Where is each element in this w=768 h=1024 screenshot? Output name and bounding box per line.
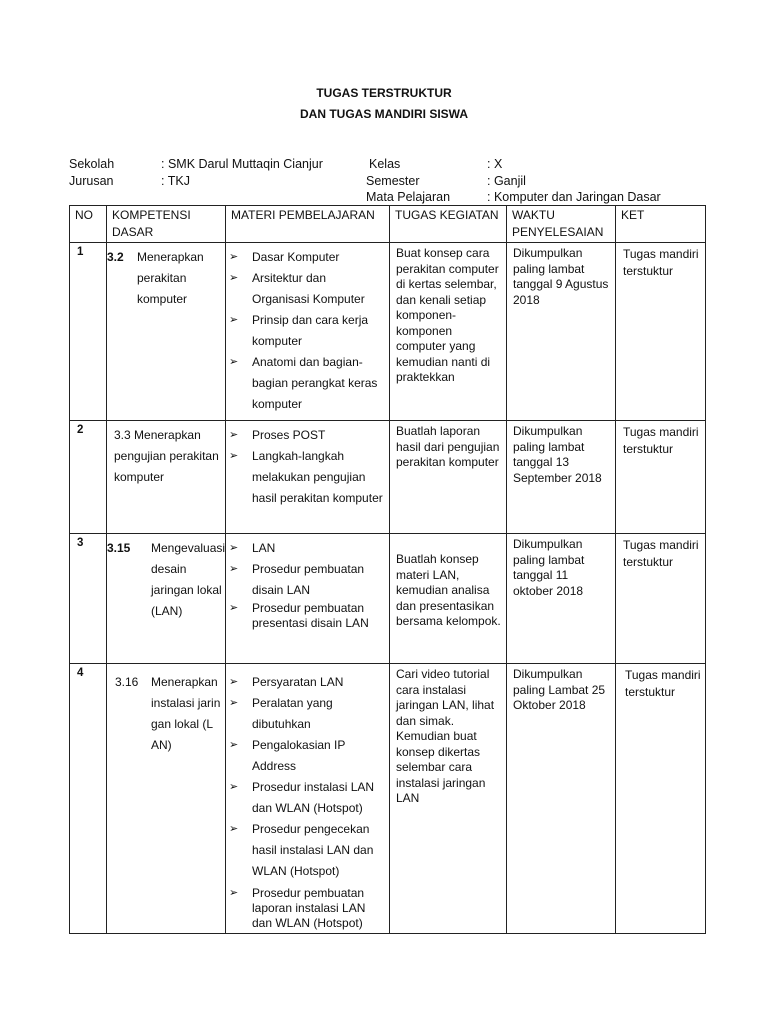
sekolah-label: Sekolah	[69, 157, 115, 171]
waktu-text: Dikumpulkan paling lambat tanggal 11 oktober 2018	[513, 537, 585, 598]
row-no-cell	[70, 534, 107, 664]
document-title-line2: DAN TUGAS MANDIRI SISWA	[300, 107, 468, 121]
ket-text: Tugas mandiri terstuktur	[625, 668, 701, 699]
arrow-bullet-icon: ➢	[229, 823, 239, 835]
table-row	[70, 243, 706, 421]
list-item: ➢ Pengalokasian IP Address	[229, 735, 385, 777]
ket-text: Tugas mandiri terstuktur	[623, 425, 699, 456]
tugas-text: Buat konsep cara perakitan computer di kertas selembar, dan kenali setiap komponen-komponen computer yang kemudian nanti di praktekkan	[396, 246, 499, 384]
list-item: ➢ Prosedur pengecekan hasil instalasi LAN dan WLAN (Hotspot)	[229, 819, 385, 882]
arrow-bullet-icon: ➢	[229, 356, 239, 368]
row-kd-cell	[107, 243, 226, 421]
table-row	[70, 421, 706, 534]
kd-text: Mengevaluasi desain jaringan lokal (LAN)	[151, 541, 226, 618]
waktu-text: Dikumpulkan paling Lambat 25 Oktober 2018	[513, 667, 606, 712]
row-no-cell	[70, 421, 107, 534]
row-no: 3	[77, 537, 84, 549]
kd-number: 3.3	[114, 428, 131, 442]
kd-text: Menerapkan perakitan komputer	[137, 250, 204, 306]
table-row	[70, 534, 706, 664]
assignment-table	[69, 205, 706, 934]
row-no: 4	[77, 667, 84, 679]
jurusan-value: : TKJ	[161, 174, 190, 188]
kd-number: 3.2	[107, 250, 124, 264]
row-ket-cell	[616, 664, 706, 934]
row-materi-cell	[226, 534, 390, 664]
row-tugas-cell	[390, 421, 507, 534]
arrow-bullet-icon: ➢	[229, 272, 239, 284]
row-no-cell	[70, 664, 107, 934]
jurusan-label: Jurusan	[69, 174, 114, 188]
header-waktu: WAKTU PENYELESAIAN	[507, 206, 616, 243]
semester-label: Semester	[366, 174, 420, 188]
arrow-bullet-icon: ➢	[229, 450, 239, 462]
sekolah-value: : SMK Darul Muttaqin Cianjur	[161, 157, 323, 171]
row-materi-cell	[226, 664, 390, 934]
row-waktu-cell	[507, 664, 616, 934]
arrow-bullet-icon: ➢	[229, 429, 239, 441]
row-waktu-cell	[507, 534, 616, 664]
row-no-cell	[70, 243, 107, 421]
row-no: 1	[77, 246, 84, 258]
row-materi-cell	[226, 421, 390, 534]
arrow-bullet-icon: ➢	[229, 676, 239, 688]
ket-text: Tugas mandiri terstuktur	[623, 247, 699, 278]
table-header-row	[70, 206, 706, 243]
waktu-text: Dikumpulkan paling lambat tanggal 9 Agustus 2018	[513, 246, 609, 307]
row-tugas-cell	[390, 243, 507, 421]
list-item: ➢ Prinsip dan cara kerja komputer	[229, 310, 385, 352]
list-item: ➢ Arsitektur dan Organisasi Komputer	[229, 268, 385, 310]
header-kompetensi-dasar: KOMPETENSI DASAR	[107, 206, 226, 243]
arrow-bullet-icon: ➢	[229, 314, 239, 326]
kd-number: 3.16	[115, 675, 139, 689]
header-tugas: TUGAS KEGIATAN	[390, 206, 507, 243]
materi-list	[226, 421, 389, 509]
waktu-text: Dikumpulkan paling lambat tanggal 13 September 2018	[513, 424, 602, 485]
list-item: ➢ Peralatan yang dibutuhkan	[229, 693, 385, 735]
row-kd-cell	[107, 421, 226, 534]
arrow-bullet-icon: ➢	[229, 887, 239, 899]
kd-text: Menerapkan pengujian perakitan komputer	[114, 428, 219, 484]
list-item: ➢ Langkah-langkah melakukan pengujian hasil perakitan komputer	[229, 446, 385, 509]
header-materi: MATERI PEMBELAJARAN	[226, 206, 390, 243]
materi-list	[226, 534, 389, 631]
arrow-bullet-icon: ➢	[229, 602, 239, 614]
table-row	[70, 664, 706, 934]
arrow-bullet-icon: ➢	[229, 542, 239, 554]
row-kd-cell	[107, 664, 226, 934]
row-tugas-cell	[390, 664, 507, 934]
tugas-text: Buatlah konsep materi LAN, kemudian analisa dan presentasikan bersama kelompok.	[396, 552, 501, 628]
tugas-text: Buatlah laporan hasil dari pengujian perakitan komputer	[396, 424, 500, 469]
ket-text: Tugas mandiri terstuktur	[623, 538, 699, 569]
row-ket-cell	[616, 421, 706, 534]
arrow-bullet-icon: ➢	[229, 739, 239, 751]
arrow-bullet-icon: ➢	[229, 251, 239, 263]
kd-number: 3.15	[107, 541, 131, 555]
row-ket-cell	[616, 243, 706, 421]
mapel-value: : Komputer dan Jaringan Dasar	[487, 190, 661, 204]
tugas-text: Cari video tutorial cara instalasi jaringan LAN, lihat dan simak. Kemudian buat konsep dikertas selembar cara instalasi jaringan LAN	[396, 667, 495, 805]
row-tugas-cell	[390, 534, 507, 664]
list-item: ➢ Anatomi dan bagian-bagian perangkat keras komputer	[229, 352, 385, 415]
row-materi-cell	[226, 243, 390, 421]
semester-value: : Ganjil	[487, 174, 526, 188]
list-item: ➢ Dasar Komputer	[229, 247, 385, 268]
list-item: ➢ Proses POST	[229, 425, 385, 446]
list-item: ➢ Prosedur instalasi LAN dan WLAN (Hotspot)	[229, 777, 385, 819]
row-kd-cell	[107, 534, 226, 664]
mapel-label: Mata Pelajaran	[366, 190, 451, 204]
kelas-value: : X	[487, 157, 503, 171]
materi-list	[226, 664, 389, 931]
arrow-bullet-icon: ➢	[229, 781, 239, 793]
kelas-label: Kelas	[369, 157, 401, 171]
header-no: NO	[70, 206, 107, 243]
row-waktu-cell	[507, 243, 616, 421]
materi-list	[226, 243, 389, 415]
document-title-line1: TUGAS TERSTRUKTUR	[316, 86, 452, 100]
kd-text: Menerapkan instalasi jaringan lokal (LAN)	[151, 675, 221, 752]
list-item: ➢ Prosedur pembuatan laporan instalasi LAN dan WLAN (Hotspot)	[229, 886, 366, 930]
arrow-bullet-icon: ➢	[229, 697, 239, 709]
row-ket-cell	[616, 534, 706, 664]
list-item: ➢ Persyaratan LAN	[229, 672, 385, 693]
arrow-bullet-icon: ➢	[229, 563, 239, 575]
row-waktu-cell	[507, 421, 616, 534]
row-no: 2	[77, 424, 84, 436]
list-item: ➢ Prosedur pembuatan disain LAN	[229, 559, 385, 601]
list-item: ➢ LAN	[229, 538, 385, 559]
list-item: ➢ Prosedur pembuatan presentasi disain LAN	[229, 601, 369, 630]
header-ket: KET	[616, 206, 706, 243]
